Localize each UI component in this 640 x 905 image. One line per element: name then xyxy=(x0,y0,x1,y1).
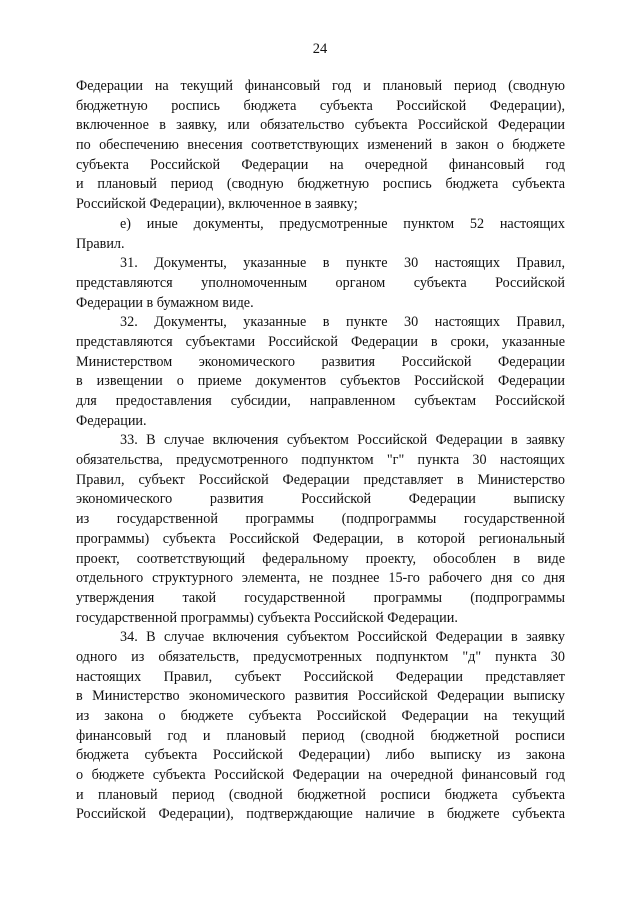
text-line: включенное в заявку, или обязательство субъекта Российской Федерации xyxy=(76,117,565,134)
body-text xyxy=(76,77,565,825)
page-number: 24 xyxy=(312,41,328,57)
text-line: одного из обязательств, предусмотренных подпунктом "д" пункта 30 xyxy=(76,648,565,665)
text-line: Федерации. xyxy=(76,412,147,429)
text-line: 33. В случае включения субъектом Российской Федерации в заявку xyxy=(120,432,565,449)
text-line: бюджета субъекта Российской Федерации) либо выписку из закона xyxy=(76,747,565,764)
text-line: представляются уполномоченным органом субъекта Российской xyxy=(76,274,565,291)
text-line: представляются субъектами Российской Федерации в сроки, указанные xyxy=(76,333,565,350)
text-line: в Министерство экономического развития Российской Федерации выписку xyxy=(76,688,565,705)
text-line: и плановый период (сводную бюджетную роспись бюджета субъекта xyxy=(76,176,565,193)
text-line: настоящих Правил, субъект Российской Федерации представляет xyxy=(76,668,565,685)
text-line: проект, соответствующий федеральному проекту, обособлен в виде xyxy=(76,550,565,567)
text-line: е) иные документы, предусмотренные пунктом 52 настоящих xyxy=(120,215,565,232)
text-line: обязательства, предусмотренного подпунктом "г" пункта 30 настоящих xyxy=(76,452,565,469)
text-line: отдельного структурного элемента, не позднее 15-го рабочего дня со дня xyxy=(76,570,565,587)
text-line: финансовый год и плановый период (сводной бюджетной росписи xyxy=(76,727,565,744)
text-line: по обеспечению внесения соответствующих изменений в закон о бюджете xyxy=(76,137,565,154)
text-line: утверждения такой государственной программы (подпрограммы xyxy=(76,589,565,606)
text-line: экономического развития Российской Федерации выписку xyxy=(76,491,565,508)
text-line: субъекта Российской Федерации на очередной финансовый год xyxy=(76,156,565,173)
text-line: Российской Федерации), подтверждающие наличие в бюджете субъекта xyxy=(76,806,565,823)
text-line: Правил, субъект Российской Федерации представляет в Министерство xyxy=(76,471,565,488)
text-line: из закона о бюджете субъекта Российской Федерации на текущий xyxy=(76,708,565,724)
text-line: о бюджете субъекта Российской Федерации на очередной финансовый год xyxy=(76,767,565,784)
text-line: Российской Федерации), включенное в заявку; xyxy=(76,196,358,213)
text-line: Правил. xyxy=(76,235,125,252)
text-line: государственной программы) субъекта Российской Федерации. xyxy=(76,609,458,626)
text-line: в извещении о приеме документов субъектов Российской Федерации xyxy=(76,373,565,390)
text-line: для предоставления субсидии, направленном субъектам Российской xyxy=(76,393,565,409)
text-line: Федерации в бумажном виде. xyxy=(76,294,254,311)
text-line: программы) субъекта Российской Федерации, в которой региональный xyxy=(76,530,565,547)
text-line: 31. Документы, указанные в пункте 30 настоящих Правил, xyxy=(120,255,565,272)
text-line: 34. В случае включения субъектом Российской Федерации в заявку xyxy=(120,629,565,646)
text-line: и плановый период (сводной бюджетной росписи бюджета субъекта xyxy=(76,786,565,803)
text-line: из государственной программы (подпрограммы государственной xyxy=(76,511,565,528)
text-line: Федерации на текущий финансовый год и плановый период (сводную xyxy=(76,78,565,94)
text-line: Министерством экономического развития Российской Федерации xyxy=(76,353,565,370)
text-line: бюджетную роспись бюджета субъекта Российской Федерации), xyxy=(76,97,565,114)
text-line: 32. Документы, указанные в пункте 30 настоящих Правил, xyxy=(120,314,565,331)
